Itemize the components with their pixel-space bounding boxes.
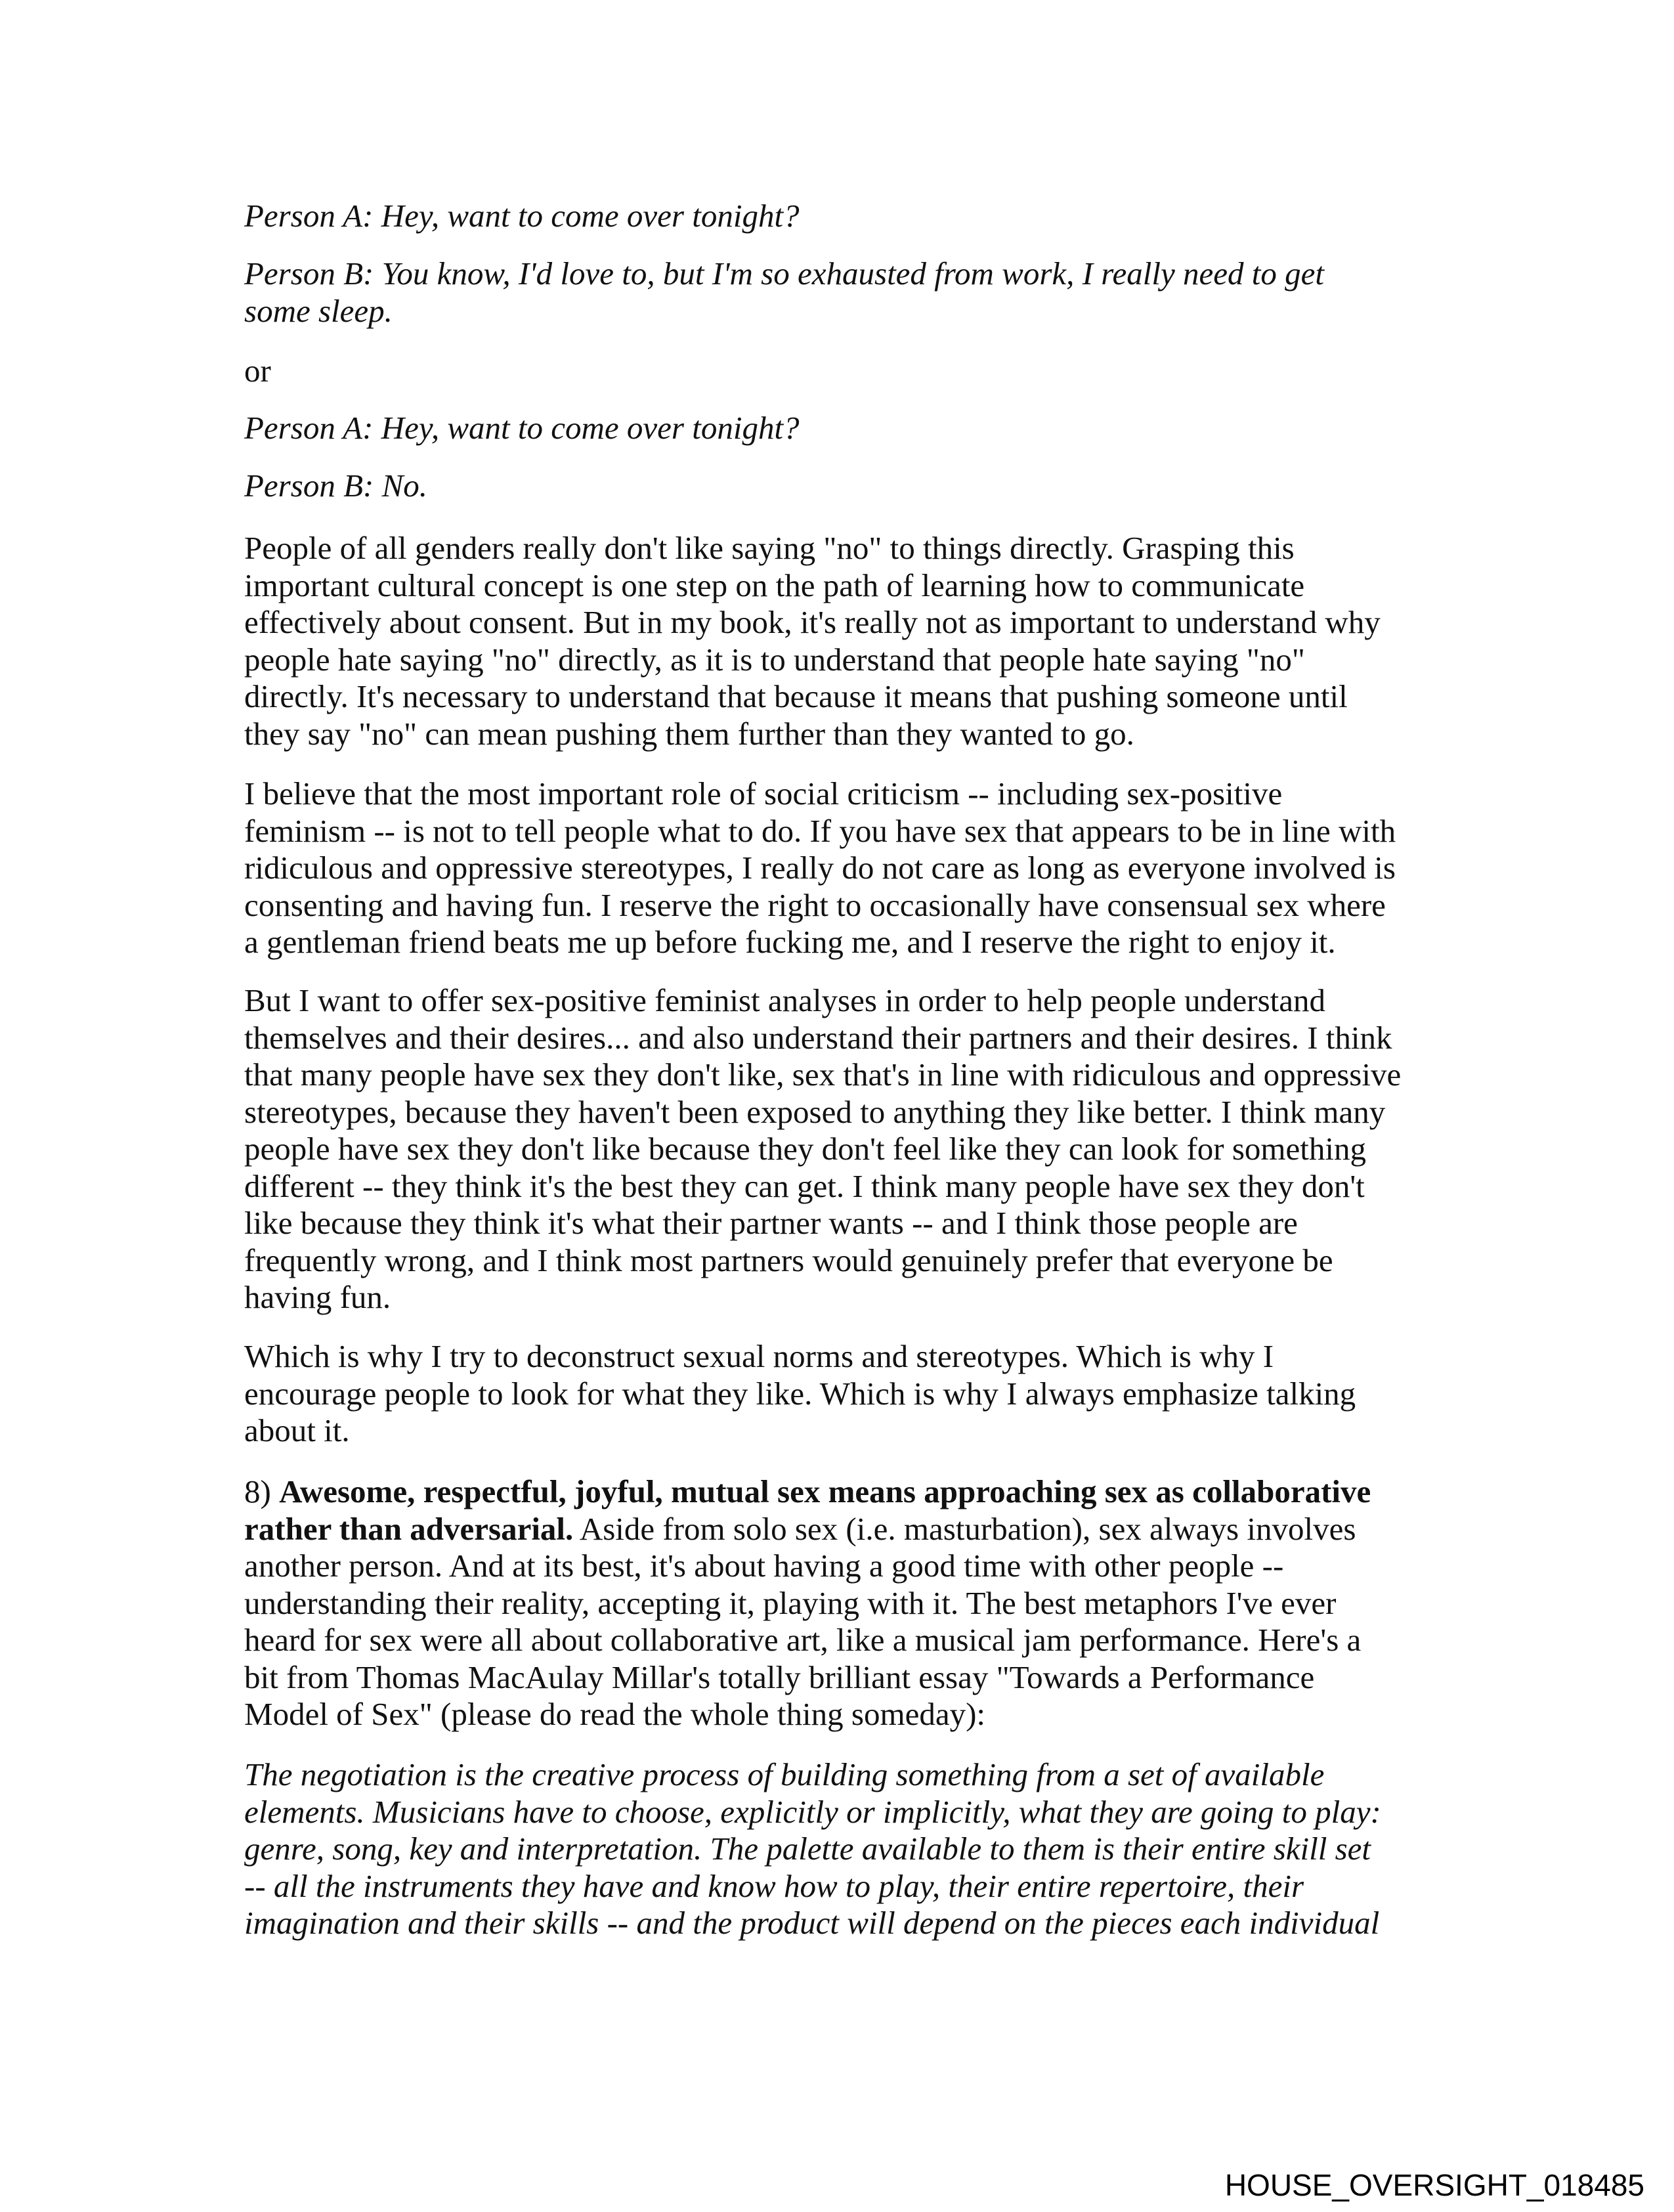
point-heading-end: rather than adversarial. xyxy=(244,1510,574,1547)
text-line: ridiculous and oppressive stereotypes, I really do not care as long as everyone involved is xyxy=(244,850,1396,886)
text-line: feminism -- is not to tell people what to do. If you have sex that appears to be in line with xyxy=(244,812,1396,849)
text-line: people have sex they don't like because they don't feel like they can look for something xyxy=(244,1131,1366,1167)
text-line: different -- they think it's the best they can get. I think many people have sex they don't xyxy=(244,1167,1365,1204)
text-line: like because they think it's what their partner wants -- and I think those people are xyxy=(244,1205,1298,1241)
dialogue2-person-a xyxy=(244,410,1419,447)
text-line: that many people have sex they don't like, sex that's in line with ridiculous and oppressive xyxy=(244,1056,1402,1093)
text-line: stereotypes, because they haven't been exposed to anything they like better. I think many xyxy=(244,1093,1386,1130)
paragraph-want xyxy=(244,982,1419,1316)
text-line: they say "no" can mean pushing them further than they wanted to go. xyxy=(244,715,1134,752)
text-line: understanding their reality, accepting it, playing with it. The best metaphors I've ever xyxy=(244,1584,1337,1621)
text-line: heard for sex were all about collaborative art, like a musical jam performance. Here's a xyxy=(244,1622,1362,1658)
text-line: some sleep. xyxy=(244,292,393,329)
text-line: imagination and their skills -- and the product will depend on the pieces each individual xyxy=(244,1905,1380,1941)
text-line: a gentleman friend beats me up before fucking me, and I reserve the right to enjoy it. xyxy=(244,924,1336,960)
text-line: Model of Sex" (please do read the whole thing someday): xyxy=(244,1696,986,1732)
text-line: effectively about consent. But in my book, it's really not as important to understand why xyxy=(244,604,1381,640)
text-line: people hate saying "no" directly, as it is to understand that people hate saying "no" xyxy=(244,641,1305,678)
text-line: encourage people to look for what they like. Which is why I always emphasize talking xyxy=(244,1375,1356,1412)
text-line xyxy=(244,1473,1419,1511)
text-line: -- all the instruments they have and know how to play, their entire repertoire, their xyxy=(244,1867,1304,1904)
dialogue2-person-b xyxy=(244,467,1419,505)
block-quote xyxy=(244,1756,1419,1942)
text-line: Person A: Hey, want to come over tonight? xyxy=(244,410,800,446)
text-line: themselves and their desires... and also understand their partners and their desires. I think xyxy=(244,1019,1392,1056)
text-line: genre, song, key and interpretation. The palette available to them is their entire skill set xyxy=(244,1831,1371,1867)
text-line: another person. And at its best, it's about having a good time with other people -- xyxy=(244,1548,1284,1584)
paragraph-believe xyxy=(244,775,1419,961)
paragraph-which xyxy=(244,1338,1419,1450)
dialogue1-person-a xyxy=(244,198,1419,235)
text-line: having fun. xyxy=(244,1279,391,1315)
or-separator xyxy=(244,353,1419,390)
dialogue1-person-b xyxy=(244,255,1419,330)
text-line: or xyxy=(244,353,271,389)
text-line: frequently wrong, and I think most partners would genuinely prefer that everyone be xyxy=(244,1242,1333,1278)
text-line: elements. Musicians have to choose, explicitly or implicitly, what they are going to play: xyxy=(244,1793,1381,1830)
point-number: 8) xyxy=(244,1473,280,1509)
text-line: Person B: You know, I'd love to, but I'm so exhausted from work, I really need to get xyxy=(244,255,1324,292)
text-line: about it. xyxy=(244,1412,350,1448)
text-line: Person B: No. xyxy=(244,467,427,504)
paragraph-point-8 xyxy=(244,1473,1419,1733)
text-line: I believe that the most important role of social criticism -- including sex-positive xyxy=(244,775,1283,812)
text-line: But I want to offer sex-positive feminist analyses in order to help people understand xyxy=(244,982,1326,1018)
text-line xyxy=(244,1511,1419,1548)
text-line: consenting and having fun. I reserve the right to occasionally have consensual sex where xyxy=(244,886,1386,923)
text-line: important cultural concept is one step on the path of learning how to communicate xyxy=(244,567,1305,603)
text-line: People of all genders really don't like saying "no" to things directly. Grasping this xyxy=(244,530,1295,566)
text-line: directly. It's necessary to understand that because it means that pushing someone until xyxy=(244,678,1348,714)
paragraph-people xyxy=(244,530,1419,752)
text-line: The negotiation is the creative process of building something from a set of available xyxy=(244,1756,1325,1792)
point-heading: Awesome, respectful, joyful, mutual sex means approaching sex as collaborative xyxy=(279,1473,1371,1509)
point-body: Aside from solo sex (i.e. masturbation), sex always involves xyxy=(573,1510,1356,1547)
text-line: Which is why I try to deconstruct sexual norms and stereotypes. Which is why I xyxy=(244,1338,1274,1374)
text-line: bit from Thomas MacAulay Millar's totally brilliant essay "Towards a Performance xyxy=(244,1659,1315,1695)
bates-stamp: HOUSE_OVERSIGHT_018485 xyxy=(1224,2168,1644,2202)
text-line: Person A: Hey, want to come over tonight? xyxy=(244,198,800,234)
